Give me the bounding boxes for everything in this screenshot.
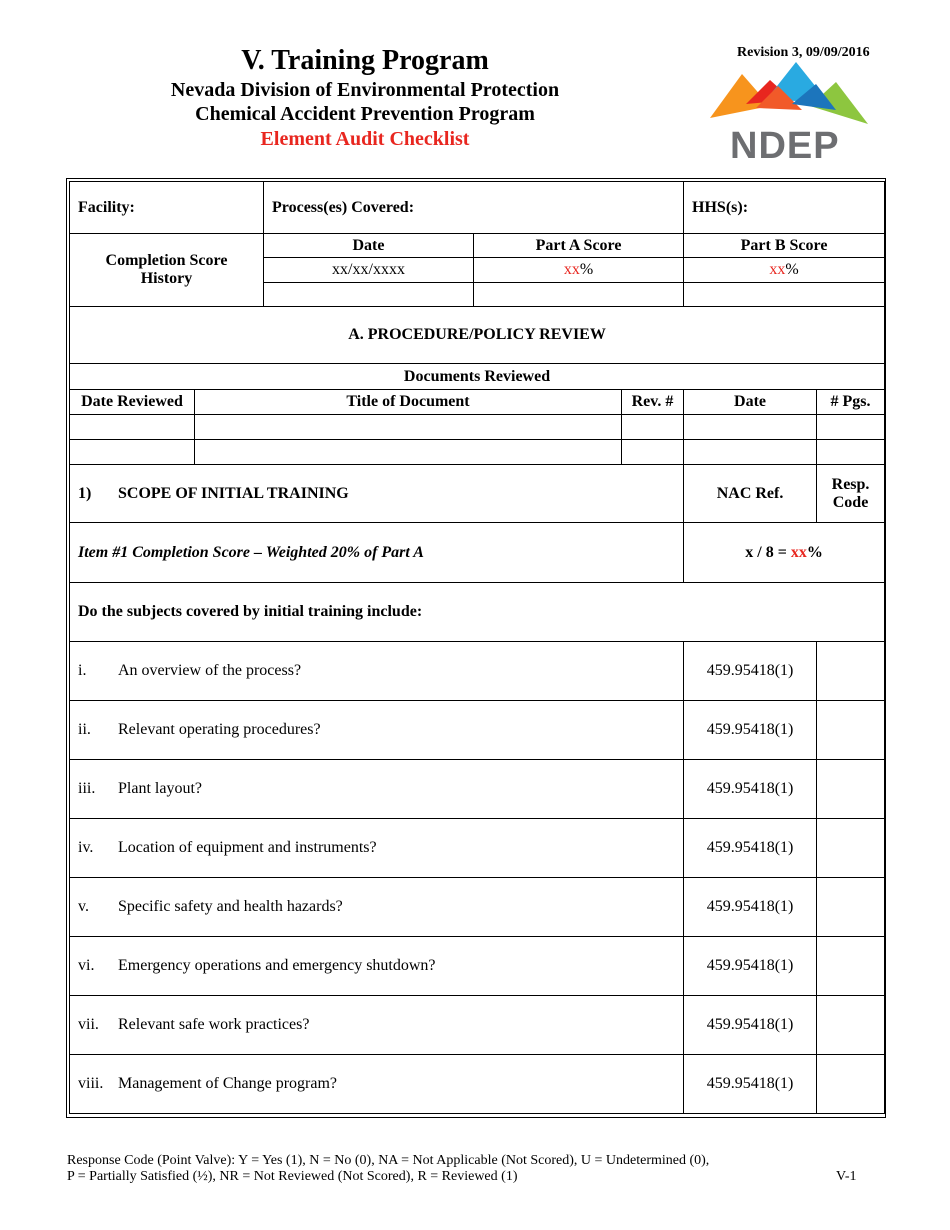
question-text bbox=[70, 760, 684, 819]
part-b-percent: % bbox=[785, 261, 799, 278]
part-b-value bbox=[684, 258, 885, 283]
question-nac-ref: 459.95418(1) bbox=[684, 819, 817, 878]
score-percent: % bbox=[806, 543, 823, 561]
item-1-number: 1) bbox=[78, 484, 92, 502]
question-nac-ref: 459.95418(1) bbox=[684, 937, 817, 996]
date-header: Date bbox=[264, 234, 474, 258]
question-number: vi. bbox=[78, 957, 95, 974]
question-text bbox=[70, 878, 684, 937]
question-row bbox=[70, 878, 885, 937]
question-label: Relevant operating procedures? bbox=[118, 721, 321, 738]
ndep-logo-text: NDEP bbox=[730, 125, 840, 167]
question-row bbox=[70, 996, 885, 1055]
response-code-legend bbox=[67, 1153, 709, 1185]
resp-code-header: Resp. Code bbox=[817, 465, 885, 523]
item-1-title bbox=[70, 465, 684, 523]
item-1-score-value bbox=[684, 523, 885, 583]
document-cell bbox=[70, 440, 195, 465]
facility-row bbox=[70, 182, 885, 234]
question-text bbox=[70, 996, 684, 1055]
question-response-cell[interactable] bbox=[817, 1055, 885, 1114]
page-number: V-1 bbox=[836, 1169, 857, 1184]
hhs-label: HHS(s): bbox=[684, 182, 885, 234]
part-a-header: Part A Score bbox=[474, 234, 684, 258]
question-nac-ref: 459.95418(1) bbox=[684, 878, 817, 937]
document-cell bbox=[70, 415, 195, 440]
question-nac-ref: 459.95418(1) bbox=[684, 1055, 817, 1114]
checklist-title: Element Audit Checklist bbox=[260, 128, 470, 150]
question-nac-ref: 459.95418(1) bbox=[684, 996, 817, 1055]
part-a-value bbox=[474, 258, 684, 283]
col-title-of-document: Title of Document bbox=[195, 390, 622, 415]
score-value: xx bbox=[790, 543, 807, 561]
item-1-score-label: Item #1 Completion Score – Weighted 20% of Part A bbox=[70, 523, 684, 583]
facility-label: Facility: bbox=[70, 182, 264, 234]
question-row bbox=[70, 819, 885, 878]
history-empty-cell bbox=[264, 283, 474, 307]
question-number: iv. bbox=[78, 839, 94, 856]
col-date-reviewed: Date Reviewed bbox=[70, 390, 195, 415]
question-number: vii. bbox=[78, 1016, 99, 1033]
question-number: viii. bbox=[78, 1075, 104, 1092]
question-response-cell[interactable] bbox=[817, 878, 885, 937]
question-response-cell[interactable] bbox=[817, 937, 885, 996]
question-response-cell[interactable] bbox=[817, 701, 885, 760]
document-cell bbox=[622, 440, 684, 465]
part-b-score: xx bbox=[769, 261, 786, 278]
legend-line-1: Response Code (Point Valve): Y = Yes (1), N = No (0), NA = Not Applicable (Not Scored), U = Undetermined (0), bbox=[67, 1153, 710, 1168]
question-number: iii. bbox=[78, 780, 96, 797]
page-title: V. Training Program bbox=[241, 45, 489, 76]
col-rev: Rev. # bbox=[622, 390, 684, 415]
question-response-cell[interactable] bbox=[817, 642, 885, 701]
document-cell bbox=[684, 415, 817, 440]
question-label: Emergency operations and emergency shutdown? bbox=[118, 957, 436, 974]
section-a-title: A. PROCEDURE/POLICY REVIEW bbox=[70, 307, 885, 364]
document-cell bbox=[622, 415, 684, 440]
question-text bbox=[70, 937, 684, 996]
history-date-value: xx/xx/xxxx bbox=[264, 258, 474, 283]
program-name: Chemical Accident Prevention Program bbox=[195, 103, 535, 125]
process-label: Process(es) Covered: bbox=[264, 182, 684, 234]
part-a-percent: % bbox=[579, 261, 594, 278]
score-formula: x / 8 = bbox=[745, 543, 791, 561]
question-row bbox=[70, 937, 885, 996]
item-1-prompt: Do the subjects covered by initial training include: bbox=[70, 583, 885, 642]
document-cell bbox=[195, 415, 622, 440]
question-response-cell[interactable] bbox=[817, 996, 885, 1055]
question-response-cell[interactable] bbox=[817, 819, 885, 878]
question-row bbox=[70, 642, 885, 701]
audit-checklist-table bbox=[69, 181, 885, 1114]
document-cell bbox=[817, 415, 885, 440]
documents-column-headers bbox=[70, 390, 885, 415]
history-empty-cell bbox=[474, 283, 684, 307]
document-cell bbox=[817, 440, 885, 465]
document-cell bbox=[684, 440, 817, 465]
question-number: v. bbox=[78, 898, 89, 915]
question-number: ii. bbox=[78, 721, 91, 738]
agency-name: Nevada Division of Environmental Protection bbox=[170, 79, 560, 101]
col-date: Date bbox=[684, 390, 817, 415]
question-text bbox=[70, 701, 684, 760]
question-text bbox=[70, 642, 684, 701]
document-row bbox=[70, 440, 885, 465]
nac-ref-header: NAC Ref. bbox=[684, 465, 817, 523]
legend-line-2: P = Partially Satisfied (½), NR = Not Reviewed (Not Scored), R = Reviewed (1) bbox=[67, 1169, 518, 1184]
question-row bbox=[70, 701, 885, 760]
question-row bbox=[70, 1055, 885, 1114]
question-row bbox=[70, 760, 885, 819]
question-text bbox=[70, 1055, 684, 1114]
document-row bbox=[70, 415, 885, 440]
item-1-title-text: SCOPE OF INITIAL TRAINING bbox=[118, 484, 349, 502]
question-label: Relevant safe work practices? bbox=[118, 1016, 310, 1033]
question-label: Specific safety and health hazards? bbox=[118, 898, 343, 915]
history-empty-cell bbox=[684, 283, 885, 307]
documents-reviewed-header: Documents Reviewed bbox=[70, 364, 885, 390]
revision-label: Revision 3, 09/09/2016 bbox=[737, 45, 870, 60]
question-nac-ref: 459.95418(1) bbox=[684, 760, 817, 819]
score-history-label: Completion Score History bbox=[70, 234, 264, 307]
question-label: Management of Change program? bbox=[118, 1075, 338, 1092]
question-label: Plant layout? bbox=[118, 780, 202, 797]
part-b-header: Part B Score bbox=[684, 234, 885, 258]
question-nac-ref: 459.95418(1) bbox=[684, 701, 817, 760]
question-nac-ref: 459.95418(1) bbox=[684, 642, 817, 701]
question-label: An overview of the process? bbox=[118, 662, 302, 679]
document-cell bbox=[195, 440, 622, 465]
question-number: i. bbox=[78, 662, 87, 679]
part-a-score: xx bbox=[563, 261, 580, 278]
question-response-cell[interactable] bbox=[817, 760, 885, 819]
question-text bbox=[70, 819, 684, 878]
question-label: Location of equipment and instruments? bbox=[118, 839, 377, 856]
col-pages: # Pgs. bbox=[817, 390, 885, 415]
